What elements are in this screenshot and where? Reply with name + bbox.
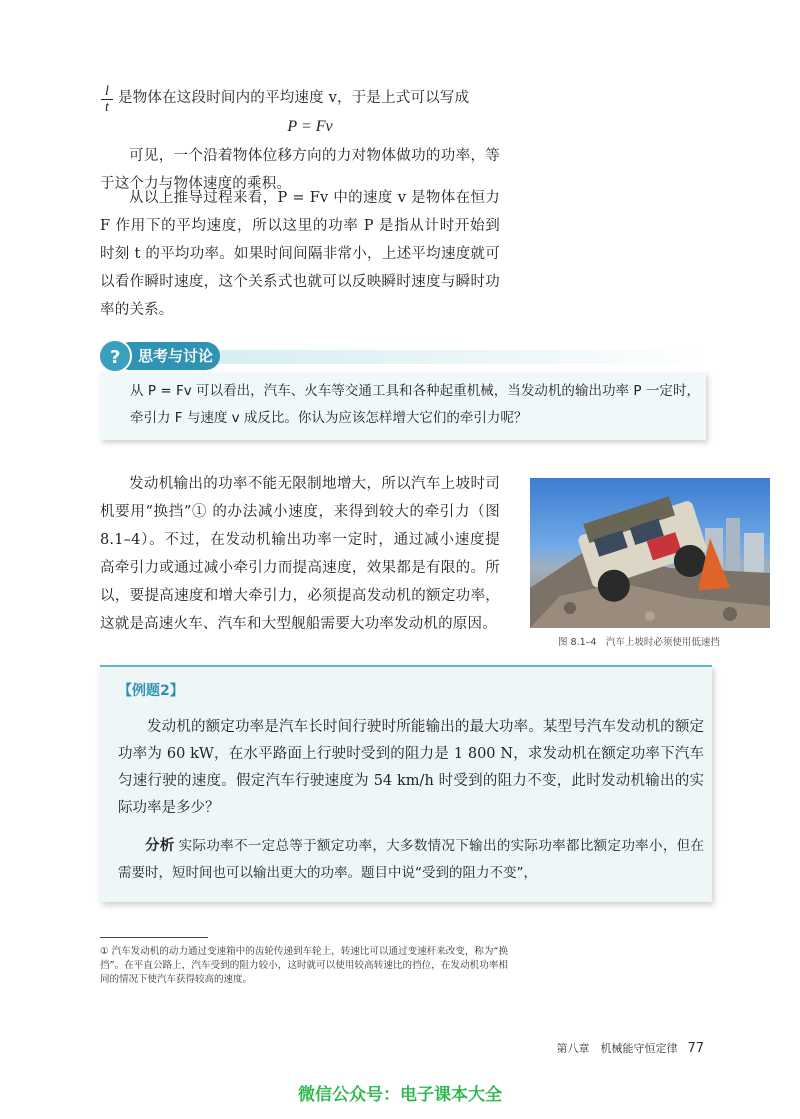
- fraction-denominator: t: [105, 100, 109, 115]
- page-footer: [556, 1040, 704, 1056]
- discussion-text: 从 P = Fv 可以看出，汽车、火车等交通工具和各种起重机械，当发动机的输出功率 P 一定时，牵引力 F 与速度 v 成反比。你认为应该怎样增大它们的牵引力呢？: [130, 383, 700, 426]
- discussion-title: 思考与讨论: [116, 342, 220, 370]
- fraction-l-over-t: [101, 84, 113, 115]
- example-title: 【例题2】: [118, 683, 184, 699]
- paragraph-2: 从以上推导过程来看，P = Fv 中的速度 v 是物体在恒力 F 作用下的平均速度，所以这里的功率 P 是指从计时开始到时刻 t 的平均功率。如果时间间隔非常小，上述平均速度就可以看作瞬时速度，这个关系式也就可以反映瞬时速度与瞬时功率的关系。: [100, 190, 500, 318]
- figure-caption: 图 8.1–4 汽车上坡时必须使用低速挡: [558, 637, 720, 648]
- intro-line: 是物体在这段时间内的平均速度 v，于是上式可以写成: [118, 90, 470, 106]
- example-problem: 发动机的额定功率是汽车长时间行驶时所能输出的最大功率。某型号汽车发动机的额定功率为 60 kW，在水平路面上行驶时受到的阻力是 1 800 N，求发动机在额定功率下汽车匀速行驶的速度。假定汽车行驶速度为 54 km/h 时受到的阻力不变，此时发动机输出的实际功率是多少？: [118, 719, 704, 816]
- svg-text:?: ?: [110, 347, 121, 368]
- analysis-text: 实际功率不一定总等于额定功率，大多数情况下输出的实际功率都比额定功率小，但在需要时，短时间也可以输出更大的功率。题目中说“受到的阻力不变”，: [118, 838, 705, 881]
- discussion-icon: [98, 339, 132, 373]
- footnote: ① 汽车发动机的动力通过变速箱中的齿轮传递到车轮上，转速比可以通过变速杆来改变，称为“换挡”。在平直公路上，汽车受到的阻力较小，这时就可以使用较高转速比的挡位，在发动机功率相同的情况下使汽车获得较高的速度。: [100, 946, 508, 985]
- offroad-car-photo: [530, 478, 770, 628]
- question-mark-icon: [100, 341, 130, 371]
- page-number: 77: [687, 1041, 704, 1056]
- analysis-label: 分析: [145, 838, 175, 854]
- paragraph-1: 可见，一个沿着物体位移方向的力对物体做功的功率，等于这个力与物体速度的乘积。: [100, 148, 500, 192]
- example-analysis: [118, 833, 704, 887]
- chapter-title: 第八章 机械能守恒定律: [556, 1042, 678, 1055]
- footnote-rule: [100, 937, 208, 938]
- fraction-numerator: l: [101, 84, 113, 100]
- watermark: 微信公众号：电子课本大全: [298, 1085, 502, 1105]
- paragraph-3: 发动机输出的功率不能无限制地增大，所以汽车上坡时司机要用“换挡”① 的办法减小速度，来得到较大的牵引力（图 8.1–4）。不过，在发动机输出功率一定时，通过减小速度提高牵引力或通过减小牵引力而提高速度，效果都是有限的。所以，要提高速度和增大牵引力，必须提高发动机的额定功率，这就是高速火车、汽车和大型舰船需要大功率发动机的原因。: [100, 476, 500, 632]
- formula-p-fv: P = Fv: [287, 118, 333, 135]
- car-climbing-slope-image: [530, 478, 770, 628]
